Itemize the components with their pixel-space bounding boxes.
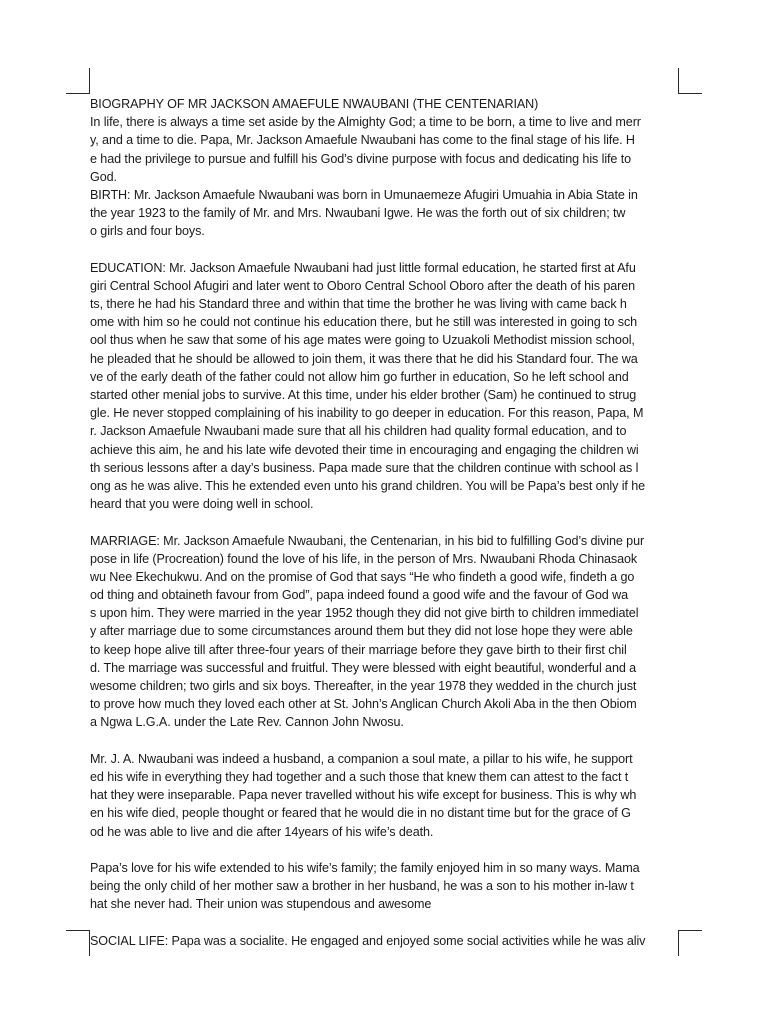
education-line: gle. He never stopped complaining of his inability to go deeper in education. For this reason, Papa, M <box>90 406 644 421</box>
marriage-line: wu Nee Ekechukwu. And on the promise of God that says “He who findeth a good wife, findeth a go <box>90 569 635 584</box>
education-line: ome with him so he could not continue his education there, but he still was interested in going to sch <box>90 315 638 330</box>
paragraph-gap <box>90 513 680 531</box>
husband-line: ed his wife in everything they had together and a such those that knew them can attest to the fact t <box>90 769 629 784</box>
family-line: hat she never had. Their union was stupendous and awesome <box>90 897 432 912</box>
education-line: r. Jackson Amaefule Nwaubani made sure that all his children had quality formal education, and to <box>90 424 627 439</box>
intro-line: In life, there is always a time set aside by the Almighty God; a time to be born, a time to live and merr <box>90 115 641 130</box>
social-life-line: SOCIAL LIFE: Papa was a socialite. He engaged and enjoyed some social activities while he was aliv <box>90 933 646 948</box>
intro-line: e had the privilege to pursue and fulfill his God’s divine purpose with focus and dedicating his life to <box>90 151 632 166</box>
marriage-line: a Ngwa L.G.A. under the Late Rev. Cannon John Nwosu. <box>90 715 404 730</box>
crop-mark-bottom-right-horizontal <box>678 930 702 931</box>
education-line: he pleaded that he should be allowed to join them, it was there that he did his Standard four. The wa <box>90 351 638 366</box>
husband-line: Mr. J. A. Nwaubani was indeed a husband, a companion a soul mate, a pillar to his wife, he support <box>90 751 633 766</box>
marriage-line: pose in life (Procreation) found the love of his life, in the person of Mrs. Nwaubani Rhoda Chinasaok <box>90 551 638 566</box>
paragraph-gap <box>90 732 680 750</box>
education-line: th serious lessons after a day’s business. Papa made sure that the children continue with school as l <box>90 460 639 475</box>
paragraph-gap <box>90 913 680 931</box>
education-line: ong as he was alive. This he extended even unto his grand children. You will be Papa’s best only if he <box>90 478 646 493</box>
crop-mark-bottom-left-horizontal <box>66 930 90 931</box>
education-line: started other menial jobs to survive. At this time, under his elder brother (Sam) he continued to strug <box>90 388 637 402</box>
marriage-line: to keep hope alive till after three-four years of their marriage before they gave birth to their first chil <box>90 642 627 657</box>
husband-line: en his wife died, people thought or feared that he would die in no distant time but for the grace of G <box>90 806 631 821</box>
birth-line: the year 1923 to the family of Mr. and Mrs. Nwaubani Igwe. He was the forth out of six children; tw <box>90 206 626 221</box>
family-line: Papa’s love for his wife extended to his wife’s family; the family enjoyed him in so many ways. Mama <box>90 860 640 875</box>
birth-line: o girls and four boys. <box>90 224 205 239</box>
marriage-line: od thing and obtaineth favour from God”, papa indeed found a good wife and the favour of God wa <box>90 588 629 603</box>
family-line: being the only child of her mother saw a brother in her husband, he was a son to his mother in-law t <box>90 879 634 894</box>
marriage-line: wesome children; two girls and six boys. Thereafter, in the year 1978 they wedded in the church just <box>90 679 637 693</box>
marriage-line: to prove how much they loved each other at St. John’s Anglican Church Akoli Aba in the then Obiom <box>90 697 637 712</box>
intro-line: y, and a time to die. Papa, Mr. Jackson Amaefule Nwaubani has come to the final stage of his life. H <box>90 133 635 148</box>
birth-line: BIRTH: Mr. Jackson Amaefule Nwaubani was born in Umunaemeze Afugiri Umuahia in Abia State in <box>90 187 638 202</box>
education-line: EDUCATION: Mr. Jackson Amaefule Nwaubani had just little formal education, he started first at Afu <box>90 260 636 275</box>
crop-mark-top-left-vertical <box>89 68 90 94</box>
crop-mark-top-right-horizontal <box>678 93 702 94</box>
paragraph-gap <box>90 841 680 859</box>
marriage-line: MARRIAGE: Mr. Jackson Amaefule Nwaubani, the Centenarian, in his bid to fulfilling God’s divine pur <box>90 533 645 548</box>
husband-line: hat they were inseparable. Papa never travelled without his wife except for business. This is why wh <box>90 788 637 803</box>
education-line: ool thus when he saw that some of his age mates were going to Uzuakoli Methodist mission school, <box>90 333 635 348</box>
education-line: ve of the early death of the father could not allow him go further in education, So he left school and <box>90 369 629 384</box>
crop-mark-top-right-vertical <box>678 68 679 94</box>
marriage-line: s upon him. They were married in the year 1952 though they did not give birth to children immediatel <box>90 606 639 621</box>
marriage-line: y after marriage due to some circumstances around them but they did not lose hope they were able <box>90 624 633 639</box>
intro-line: God. <box>90 169 117 184</box>
education-line: heard that you were doing well in school. <box>90 497 314 512</box>
education-line: ts, there he had his Standard three and within that time the brother he was living with came back h <box>90 297 627 312</box>
paragraph-gap <box>90 241 680 259</box>
education-line: giri Central School Afugiri and later went to Oboro Central School Oboro after the death of his paren <box>90 278 636 293</box>
marriage-line: d. The marriage was successful and fruitful. They were blessed with eight beautiful, wonderful and a <box>90 660 637 675</box>
crop-mark-top-left-horizontal <box>66 93 90 94</box>
document-body <box>90 95 680 950</box>
education-line: achieve this aim, he and his late wife devoted their time in encouraging and engaging the children wi <box>90 442 639 457</box>
husband-line: od he was able to live and die after 14years of his wife’s death. <box>90 824 434 839</box>
document-title: BIOGRAPHY OF MR JACKSON AMAEFULE NWAUBANI (THE CENTENARIAN) <box>90 97 539 111</box>
